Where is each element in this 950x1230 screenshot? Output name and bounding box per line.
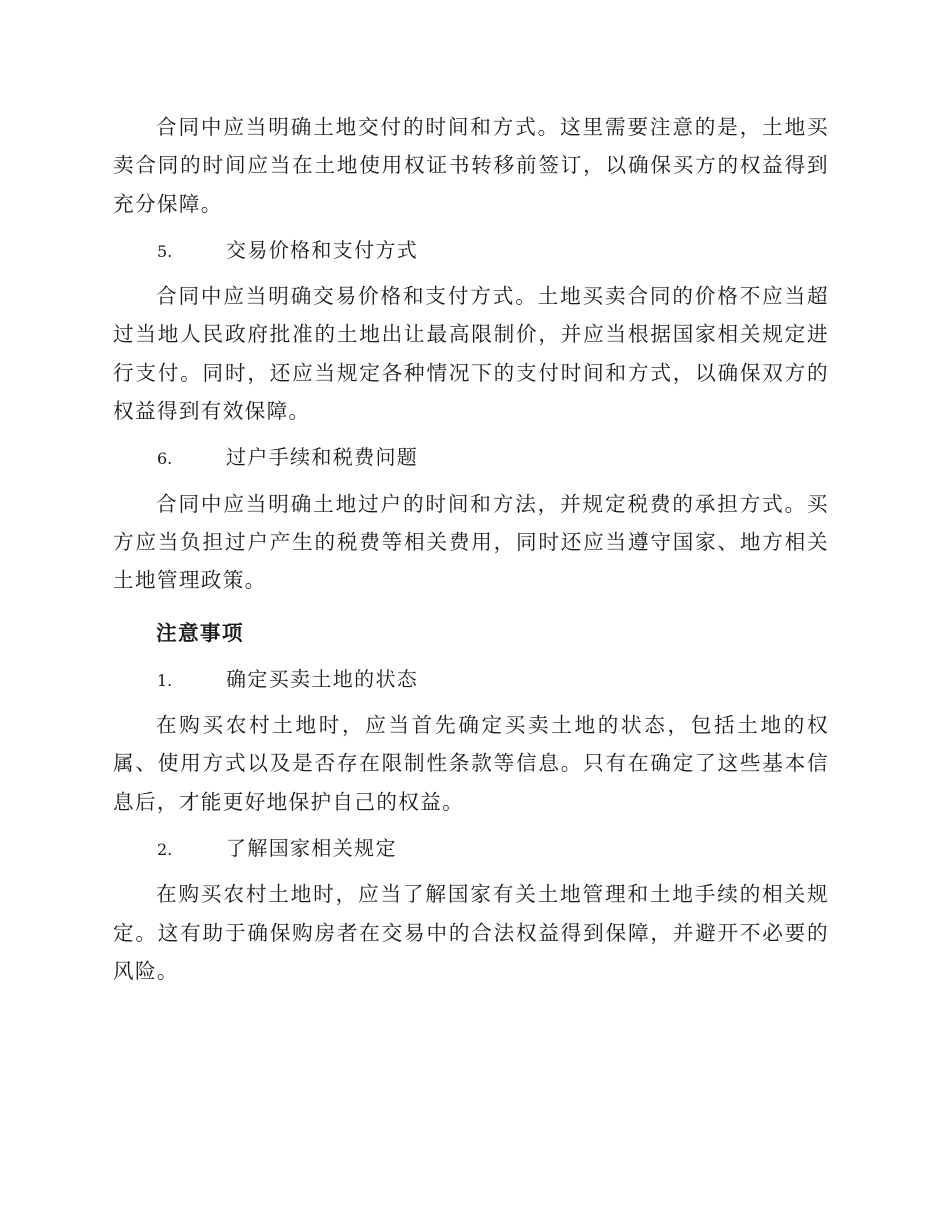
- list-item-land-status: [113, 660, 829, 698]
- list-title: 过户手续和税费问题: [226, 445, 419, 470]
- list-number: 1.: [157, 670, 173, 690]
- list-item-regulations: [113, 829, 829, 867]
- paragraph-land-delivery: 合同中应当明确土地交付的时间和方式。这里需要注意的是，土地买卖合同的时间应当在土地使用权证书转移前签订，以确保买方的权益得到充分保障。: [113, 115, 829, 216]
- section-heading-notes: 注意事项: [156, 620, 244, 645]
- list-number: 5.: [157, 241, 173, 261]
- paragraph-land-status: 在购买农村土地时，应当首先确定买卖土地的状态，包括土地的权属、使用方式以及是否存在限制性条款等信息。只有在确定了这些基本信息后，才能更好地保护自己的权益。: [113, 713, 829, 814]
- list-title: 确定买卖土地的状态: [226, 666, 419, 691]
- list-item-price-payment: [113, 231, 829, 269]
- list-item-transfer-tax: [113, 438, 829, 476]
- paragraph-regulations: 在购买农村土地时，应当了解国家有关土地管理和土地手续的相关规定。这有助于确保购房者在交易中的合法权益得到保障，并避开不必要的风险。: [113, 882, 829, 983]
- document-page: [113, 108, 829, 990]
- list-number: 6.: [157, 449, 173, 469]
- paragraph-price-payment: 合同中应当明确交易价格和支付方式。土地买卖合同的价格不应当超过当地人民政府批准的土地出让最高限制价，并应当根据国家相关规定进行支付。同时，还应当规定各种情况下的支付时间和方式，以确保双方的权益得到有效保障。: [113, 284, 829, 424]
- paragraph-transfer-tax: 合同中应当明确土地过户的时间和方法，并规定税费的承担方式。买方应当负担过户产生的税费等相关费用，同时还应当遵守国家、地方相关土地管理政策。: [113, 491, 829, 593]
- list-title: 交易价格和支付方式: [226, 237, 419, 262]
- list-title: 了解国家相关规定: [226, 836, 397, 861]
- list-number: 2.: [157, 840, 173, 860]
